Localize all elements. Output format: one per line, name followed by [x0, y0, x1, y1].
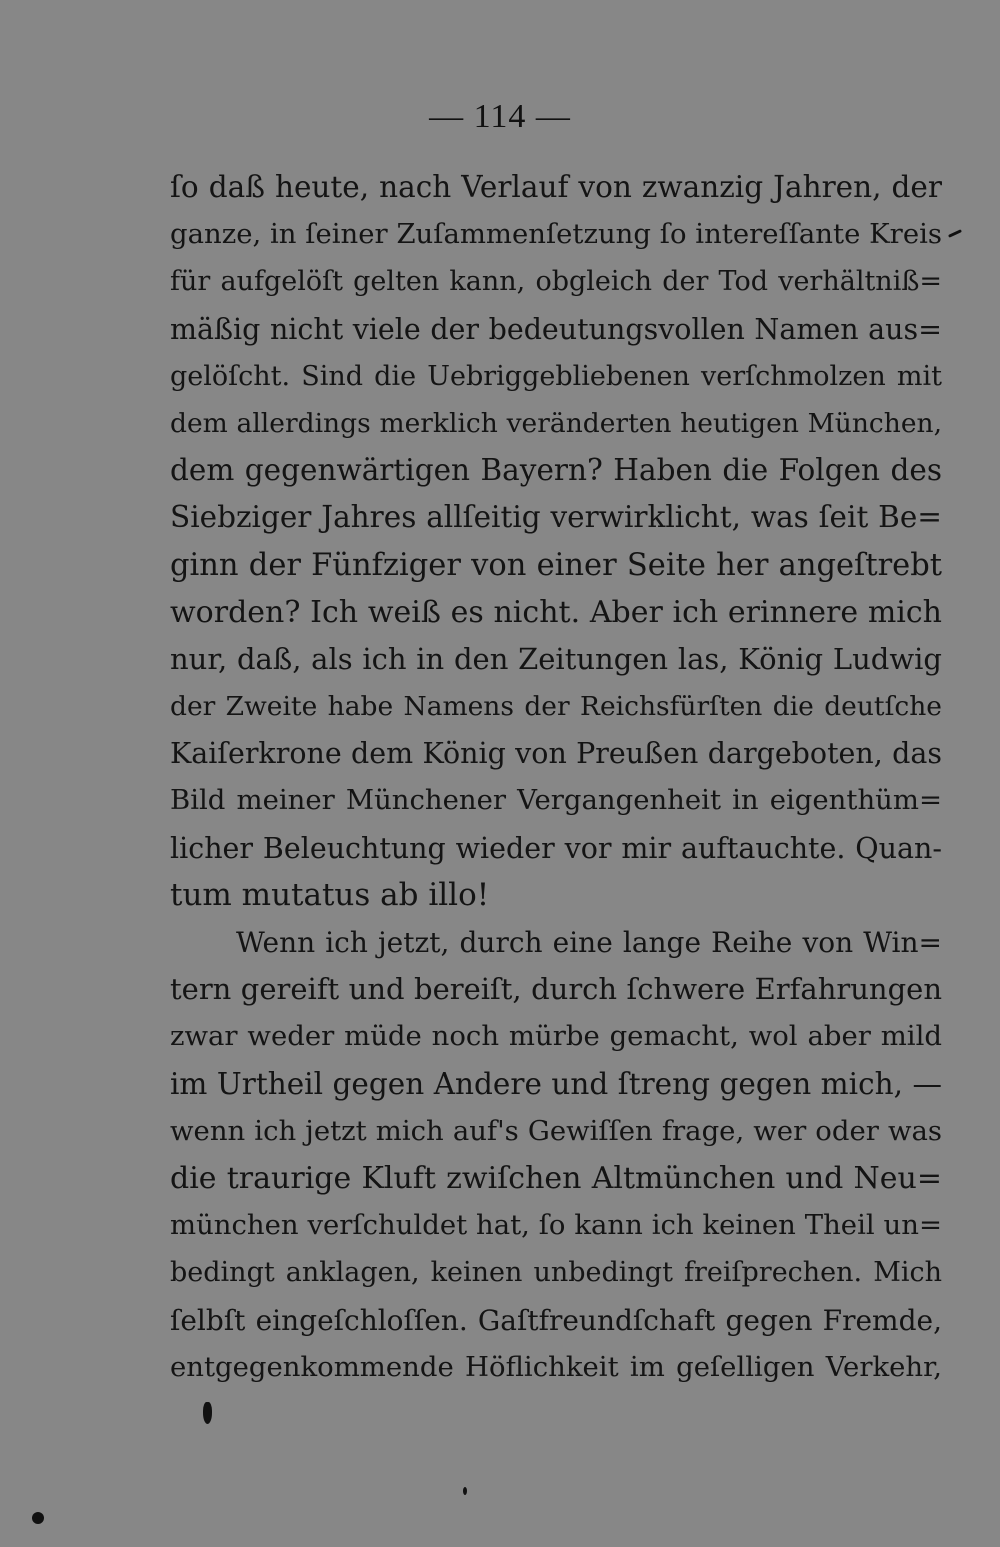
ink-blot-mark: [32, 1512, 44, 1524]
text-line: dem gegenwärtigen Bayern? Haben die Folgen des: [170, 453, 942, 488]
text-line: dem allerdings merklich veränderten heutigen München,: [170, 407, 942, 439]
text-line-paragraph-end: tum mutatus ab illo!: [170, 876, 490, 913]
text-line: mäßig nicht viele der bedeutungsvollen Namen aus=: [170, 312, 942, 346]
text-line: worden? Ich weiß es nicht. Aber ich erinnere mich: [170, 594, 942, 630]
text-line: Bild meiner Münchener Vergangenheit in eigenthüm=: [170, 784, 942, 817]
text-line: die traurige Kluft zwiſchen Altmünchen und Neu=: [170, 1160, 942, 1196]
text-line: tern gereift und bereiſt, durch ſchwere Erfahrungen: [170, 972, 942, 1007]
text-line: gelöſcht. Sind die Uebriggebliebenen verſchmolzen mit: [170, 360, 942, 392]
text-line: münchen verſchuldet hat, ſo kann ich keinen Theil un=: [170, 1209, 942, 1242]
ink-scratch-mark: [948, 229, 962, 238]
text-line: ſelbſt eingeſchloſſen. Gaſtfreundſchaft gegen Fremde,: [170, 1303, 942, 1337]
text-line: Siebziger Jahres allſeitig verwirklicht, was ſeit Be=: [170, 500, 942, 535]
text-line: licher Beleuchtung wieder vor mir auftauchte. Quan-: [170, 831, 942, 865]
ink-blot-mark: [203, 1402, 212, 1424]
text-line-paragraph-start: Wenn ich jetzt, durch eine lange Reihe von Win=: [236, 926, 942, 959]
text-line: im Urtheil gegen Andere und ſtreng gegen mich, —: [170, 1066, 942, 1101]
text-line: Kaiſerkrone dem König von Preußen dargeboten, das: [170, 737, 942, 771]
text-line: für aufgelöſt gelten kann, obgleich der Tod verhältniß=: [170, 266, 942, 298]
page-number: — 114 —: [429, 98, 571, 135]
text-line: ſo daß heute, nach Verlauf von zwanzig Jahren, der: [170, 170, 942, 204]
text-line: zwar weder müde noch mürbe gemacht, wol aber mild: [170, 1020, 942, 1053]
text-line: ganze, in ſeiner Zuſammenſetzung ſo intereſſante Kreis: [170, 218, 942, 251]
text-line: entgegenkommende Höflichkeit im geſelligen Verkehr,: [170, 1350, 942, 1383]
text-line: der Zweite habe Namens der Reichsfürſten die deutſche: [170, 691, 942, 723]
text-line: ginn der Fünfziger von einer Seite her angeſtrebt: [170, 547, 942, 583]
body-text: [170, 164, 942, 1391]
text-line: wenn ich jetzt mich auf's Gewiſſen frage, wer oder was: [170, 1114, 942, 1147]
text-line: bedingt anklagen, keinen unbedingt freiſprechen. Mich: [170, 1257, 942, 1289]
text-line: nur, daß, als ich in den Zeitungen las, König Ludwig: [170, 641, 942, 676]
ink-speck-mark: [463, 1487, 467, 1495]
